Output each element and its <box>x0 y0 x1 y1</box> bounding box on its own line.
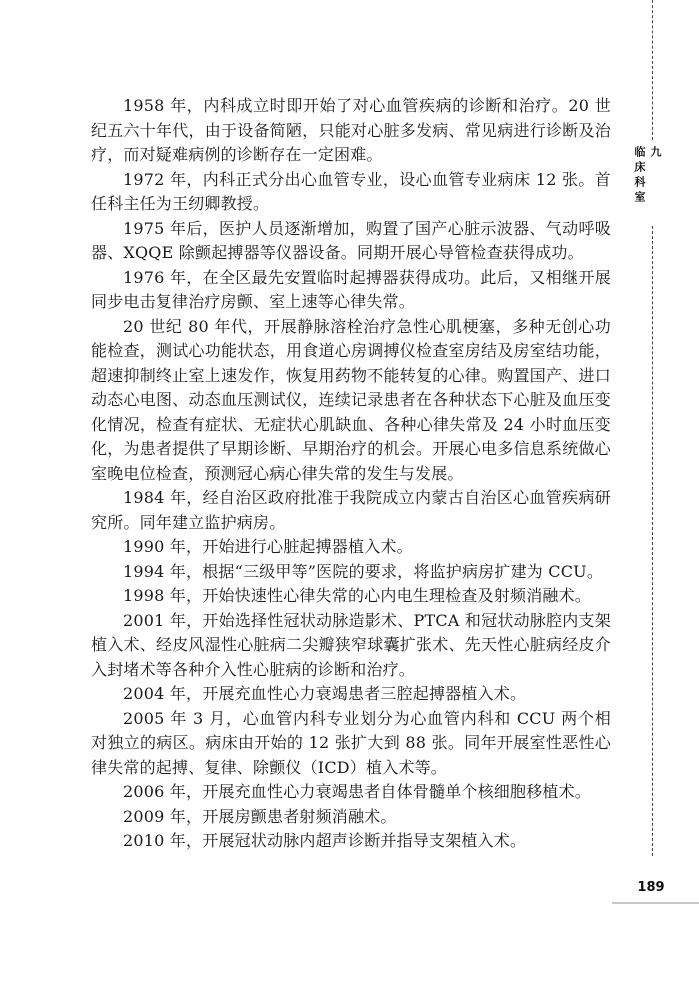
page-body <box>91 94 611 854</box>
chapter-title: 临床科室 <box>633 146 646 206</box>
paragraph-1980s: 20 世纪 80 年代，开展静脉溶栓治疗急性心肌梗塞，多种无创心功能检查，测试心功能状态，用食道心房调搏仪检查室房结及房室结功能，超速抑制终止室上速发作，恢复用药物不能转复的心律。购置国产、进口动态心电图、动态血压测试仪，连续记录患者在各种状态下心脏及血压变化情况，检查有症状、无症状心肌缺血、各种心律失常及 24 小时血压变化，为患者提供了早期诊断、早期治疗的机会。开展心电多信息系统做心室晚电位检查，预测冠心病心律失常的发生与发展。 <box>91 316 611 483</box>
paragraph-1972: 1972 年，内科正式分出心血管专业，设心血管专业病床 12 张。首任科主任为王纫卿教授。 <box>91 169 611 213</box>
chapter-number: 九 <box>649 146 662 161</box>
chapter-side-label <box>633 146 663 206</box>
paragraph-1998: 1998 年，开始快速性心律失常的心内电生理检查及射频消融术。 <box>123 586 592 605</box>
paragraph-1994: 1994 年，根据“三级甲等”医院的要求，将监护病房扩建为 CCU。 <box>123 561 604 581</box>
paragraph-1984: 1984 年，经自治区政府批准于我院成立内蒙古自治区心血管疾病研究所。同年建立监护病房。 <box>91 488 611 532</box>
paragraph-2005: 2005 年 3 月，心血管内科专业划分为心血管内科和 CCU 两个相对独立的病区。病床由开始的 12 张扩大到 88 张。同年开展室性恶性心律失常的起搏、复律、除颤仪（ICD）植入术等。 <box>91 708 611 777</box>
paragraph-2010: 2010 年，开展冠状动脉内超声诊断并指导支架植入术。 <box>123 831 527 850</box>
paragraph-1976: 1976 年，在全区最先安置临时起搏器获得成功。此后，又相继开展同步电击复律治疗房颤、室上速等心律失常。 <box>91 267 611 311</box>
paragraph-2006: 2006 年，开展充血性心力衰竭患者自体骨髓单个核细胞移植术。 <box>123 782 592 801</box>
paragraph-2009: 2009 年，开展房颤患者射频消融术。 <box>123 806 397 826</box>
paragraph-1990: 1990 年，开始进行心脏起搏器植入术。 <box>123 537 413 556</box>
margin-dashed-rule-top <box>652 0 653 140</box>
paragraph-2004: 2004 年，开展充血性心力衰竭患者三腔起搏器植入术。 <box>123 684 527 703</box>
paragraph-2001: 2001 年，开始选择性冠状动脉造影术、PTCA 和冠状动脉腔内支架植入术、经皮风湿性心脏病二尖瓣狭窄球囊扩张术、先天性心脏病经皮介入封堵术等各种介入性心脏病的诊断和治疗。 <box>91 610 611 679</box>
paragraph-1975: 1975 年后，医护人员逐渐增加，购置了国产心脏示波器、气动呼吸器、XQQE 除颤起搏器等仪器设备。同期开展心导管检查获得成功。 <box>91 218 611 262</box>
page-number-underline <box>612 902 699 904</box>
margin-dashed-rule-middle <box>652 226 653 856</box>
page-number: 189 <box>637 880 665 895</box>
paragraph-1958: 1958 年，内科成立时即开始了对心血管疾病的诊断和治疗。20 世纪五六十年代，由于设备简陋，只能对心脏多发病、常见病进行诊断及治疗，而对疑难病例的诊断存在一定困难。 <box>91 96 611 164</box>
